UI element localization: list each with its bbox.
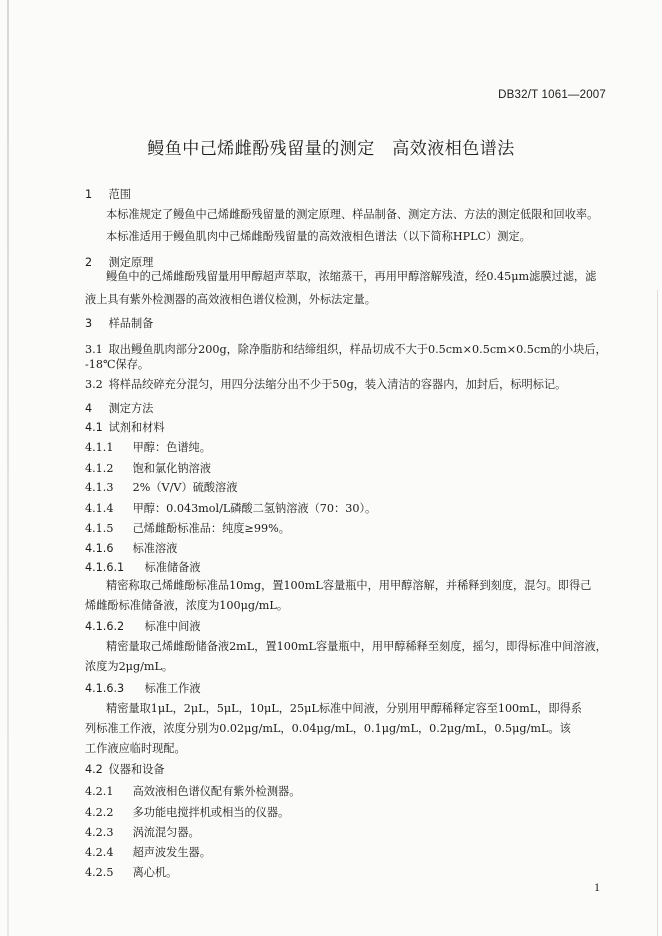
section-heading [85, 186, 606, 203]
body-line [85, 824, 606, 841]
section-number: 4.1.5 [85, 522, 114, 535]
body-line [85, 291, 606, 308]
section-heading [85, 400, 606, 417]
line-text: 工作液应临时现配。 [85, 742, 186, 755]
body-line [85, 479, 606, 496]
section-number: 4.2.2 [85, 806, 114, 819]
section-number: 4.2.3 [85, 826, 114, 839]
section-number: 4.2.4 [85, 846, 114, 859]
line-text: 超声波发生器。 [132, 846, 211, 859]
section-heading [85, 540, 606, 557]
line-text: 甲醇：色谱纯。 [132, 441, 211, 454]
line-text: 涡流混匀器。 [132, 826, 200, 839]
page-number: 1 [594, 880, 600, 894]
section-number: 4.2.5 [85, 866, 114, 879]
body-line [85, 783, 606, 800]
body-line [85, 720, 606, 737]
section-number: 3 [85, 317, 93, 330]
body-line [85, 520, 606, 537]
body-line [106, 206, 606, 223]
line-text: 2%（V/V）硫酸溶液 [132, 481, 238, 494]
section-heading [85, 419, 606, 436]
section-number: 4.2 [85, 763, 103, 776]
line-text: 精密量取己烯雌酚储备液2mL，置100mL容量瓶中，用甲醇稀释至刻度，摇匀，即得标准中间溶液， [106, 640, 607, 653]
line-text: 将样品绞碎充分混匀，用四分法缩分出不少于50g，装入清洁的容器内，加封后，标明标记。 [108, 378, 567, 391]
section-number: 4.1 [85, 421, 103, 434]
section-heading [85, 761, 606, 778]
line-text: 离心机。 [132, 866, 178, 879]
section-number: 4.2.1 [85, 785, 114, 798]
line-text: 标准工作液 [144, 682, 201, 695]
line-text: 多功能电搅拌机或相当的仪器。 [132, 806, 290, 819]
line-text: 饱和氯化钠溶液 [132, 462, 211, 475]
scan-edge-right [657, 290, 658, 936]
section-number: 2 [85, 256, 93, 269]
line-text: 高效液相色谱仪配有紫外检测器。 [132, 785, 301, 798]
body-line [85, 740, 606, 757]
line-text: 范围 [108, 188, 131, 201]
section-number: 3.2 [85, 378, 103, 391]
body-line [85, 844, 606, 861]
line-text: 测定方法 [108, 402, 154, 415]
body-line [85, 804, 606, 821]
section-number: 4.1.6.3 [85, 682, 125, 695]
line-text: 标准储备液 [144, 561, 201, 574]
line-text: 精密量取1μL，2μL，5μL，10μL，25μL标准中间液，分别用甲醇稀释定容至100mL，即得系 [106, 702, 582, 715]
section-number: 1 [85, 188, 93, 201]
line-text: 取出鳗鱼肌肉部分200g，除净脂肪和结缔组织，样品切成不大于0.5cm×0.5cm×0.5cm的小块后， [108, 343, 607, 356]
section-number: 4 [85, 402, 93, 415]
standard-code: DB32/T 1061—2007 [498, 89, 606, 101]
line-text: 样品制备 [108, 317, 154, 330]
line-text: -18℃保存。 [85, 358, 150, 371]
line-text: 本标准规定了鳗鱼中己烯雌酚残留量的测定原理、样品制备、测定方法、方法的测定低限和回收率。 [106, 208, 599, 221]
body-line [85, 658, 606, 675]
body-line [85, 460, 606, 477]
line-text: 液上具有紫外检测器的高效液相色谱仪检测，外标法定量。 [85, 293, 376, 306]
document-title: 鳗鱼中己烯雌酚残留量的测定 高效液相色谱法 [147, 139, 515, 159]
body-line [106, 228, 606, 245]
line-text: 浓度为2μg/mL。 [85, 660, 174, 673]
line-text: 标准中间液 [144, 620, 201, 633]
body-line [85, 356, 606, 373]
section-number: 4.1.2 [85, 462, 114, 475]
section-number: 4.1.4 [85, 502, 114, 515]
body-line [85, 376, 606, 393]
body-line [85, 597, 606, 614]
body-line [106, 577, 606, 594]
section-number: 4.1.1 [85, 441, 114, 454]
body-line [106, 700, 606, 717]
body-line [85, 864, 606, 881]
body-line [85, 500, 606, 517]
body-line [106, 638, 606, 655]
line-text: 试剂和材料 [108, 421, 165, 434]
line-text: 本标准适用于鳗鱼肌肉中己烯雌酚残留量的高效液相色谱法（以下简称HPLC）测定。 [106, 230, 531, 243]
line-text: 精密称取己烯雌酚标准品10mg，置100mL容量瓶中，用甲醇溶解，并稀释到刻度，混匀。即得己 [106, 579, 592, 592]
line-text: 鳗鱼中的己烯雌酚残留量用甲醇超声萃取，浓缩蒸干，再用甲醇溶解残渣，经0.45μm滤膜过滤，滤 [106, 270, 597, 283]
line-text: 己烯雌酚标准品：纯度≥99%。 [132, 522, 290, 535]
body-line [85, 439, 606, 456]
line-text: 列标准工作液，浓度分别为0.02μg/mL，0.04μg/mL，0.1μg/mL，0.2μg/mL，0.5μg/mL。该 [85, 722, 571, 735]
body-line [106, 268, 606, 285]
line-text: 标准溶液 [132, 542, 178, 555]
section-number: 4.1.6.2 [85, 620, 125, 633]
section-heading [85, 315, 606, 332]
section-heading [85, 618, 606, 635]
section-number: 4.1.6.1 [85, 561, 125, 574]
line-text: 仪器和设备 [108, 763, 165, 776]
line-text: 甲醇：0.043mol/L磷酸二氢钠溶液（70：30）。 [132, 502, 377, 515]
section-number: 4.1.3 [85, 481, 114, 494]
section-heading [85, 680, 606, 697]
section-heading [85, 559, 606, 576]
line-text: 测定原理 [108, 256, 154, 269]
line-text: 烯雌酚标准储备液，浓度为100μg/mL。 [85, 599, 289, 612]
section-number: 4.1.6 [85, 542, 114, 555]
section-number: 3.1 [85, 343, 103, 356]
